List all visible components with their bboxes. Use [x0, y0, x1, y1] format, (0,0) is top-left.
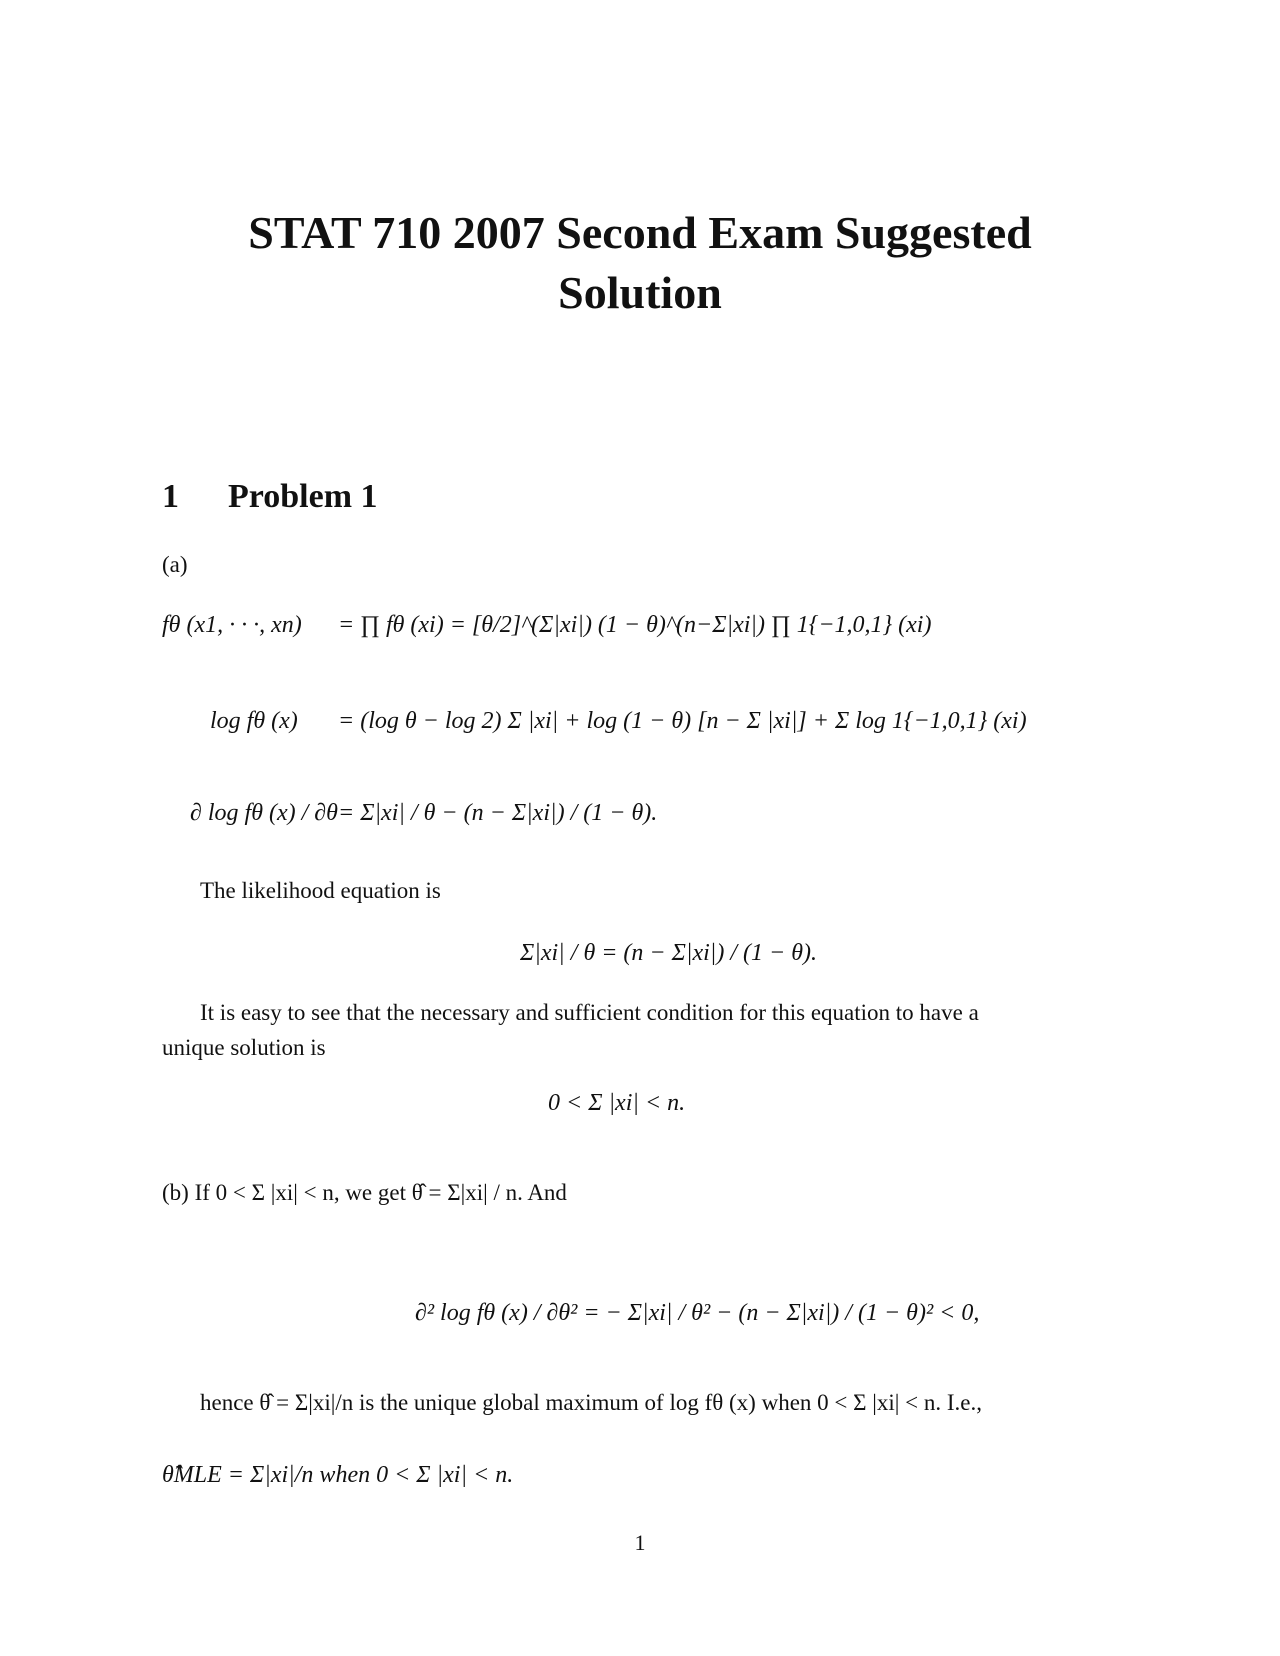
- likelihood-equation: Σ|xi| / θ = (n − Σ|xi|) / (1 − θ).: [520, 940, 818, 966]
- condition-text-line-1: It is easy to see that the necessary and sufficient condition for this equation to have a: [200, 1000, 979, 1025]
- second-derivative-equation: ∂² log fθ (x) / ∂θ² = − Σ|xi| / θ² − (n − Σ|xi|) / (1 − θ)² < 0,: [415, 1300, 980, 1326]
- section-heading: [162, 478, 378, 516]
- equation-log-lhs: log fθ (x): [210, 708, 298, 734]
- equation-log-rhs: = (log θ − log 2) Σ |xi| + log (1 − θ) [n − Σ |xi|] + Σ log 1{−1,0,1} (xi): [338, 708, 1027, 734]
- equation-derivative-lhs: ∂ log fθ (x) / ∂θ: [190, 800, 338, 826]
- section-number: 1: [162, 478, 179, 515]
- part-b-intro: (b) If 0 < Σ |xi| < n, we get θ̂ = Σ|xi| / n. And: [162, 1180, 567, 1205]
- page-number: 1: [634, 1530, 646, 1555]
- likelihood-equation-text: The likelihood equation is: [200, 878, 441, 903]
- condition-text-line-2: unique solution is: [162, 1035, 326, 1060]
- mle-equation: θ̂MLE = Σ|xi|/n when 0 < Σ |xi| < n.: [162, 1462, 514, 1488]
- equation-likelihood: [162, 612, 302, 639]
- title-line-1: STAT 710 2007 Second Exam Suggested: [248, 207, 1032, 258]
- condition-equation: 0 < Σ |xi| < n.: [548, 1090, 686, 1116]
- equation-likelihood-lhs: fθ (x1, · · ·, xn): [162, 612, 302, 638]
- equation-derivative-rhs: = Σ|xi| / θ − (n − Σ|xi|) / (1 − θ).: [338, 800, 658, 826]
- equation-likelihood-rhs: = ∏ fθ (xi) = [θ/2]^(Σ|xi|) (1 − θ)^(n−Σ|xi|) ∏ 1{−1,0,1} (xi): [338, 612, 932, 638]
- hence-text: hence θ̂ = Σ|xi|/n is the unique global maximum of log fθ (x) when 0 < Σ |xi| < n. I.e.,: [200, 1390, 982, 1415]
- title-line-2: Solution: [558, 267, 722, 318]
- section-title: Problem 1: [228, 478, 378, 515]
- part-a-label: (a): [162, 552, 188, 577]
